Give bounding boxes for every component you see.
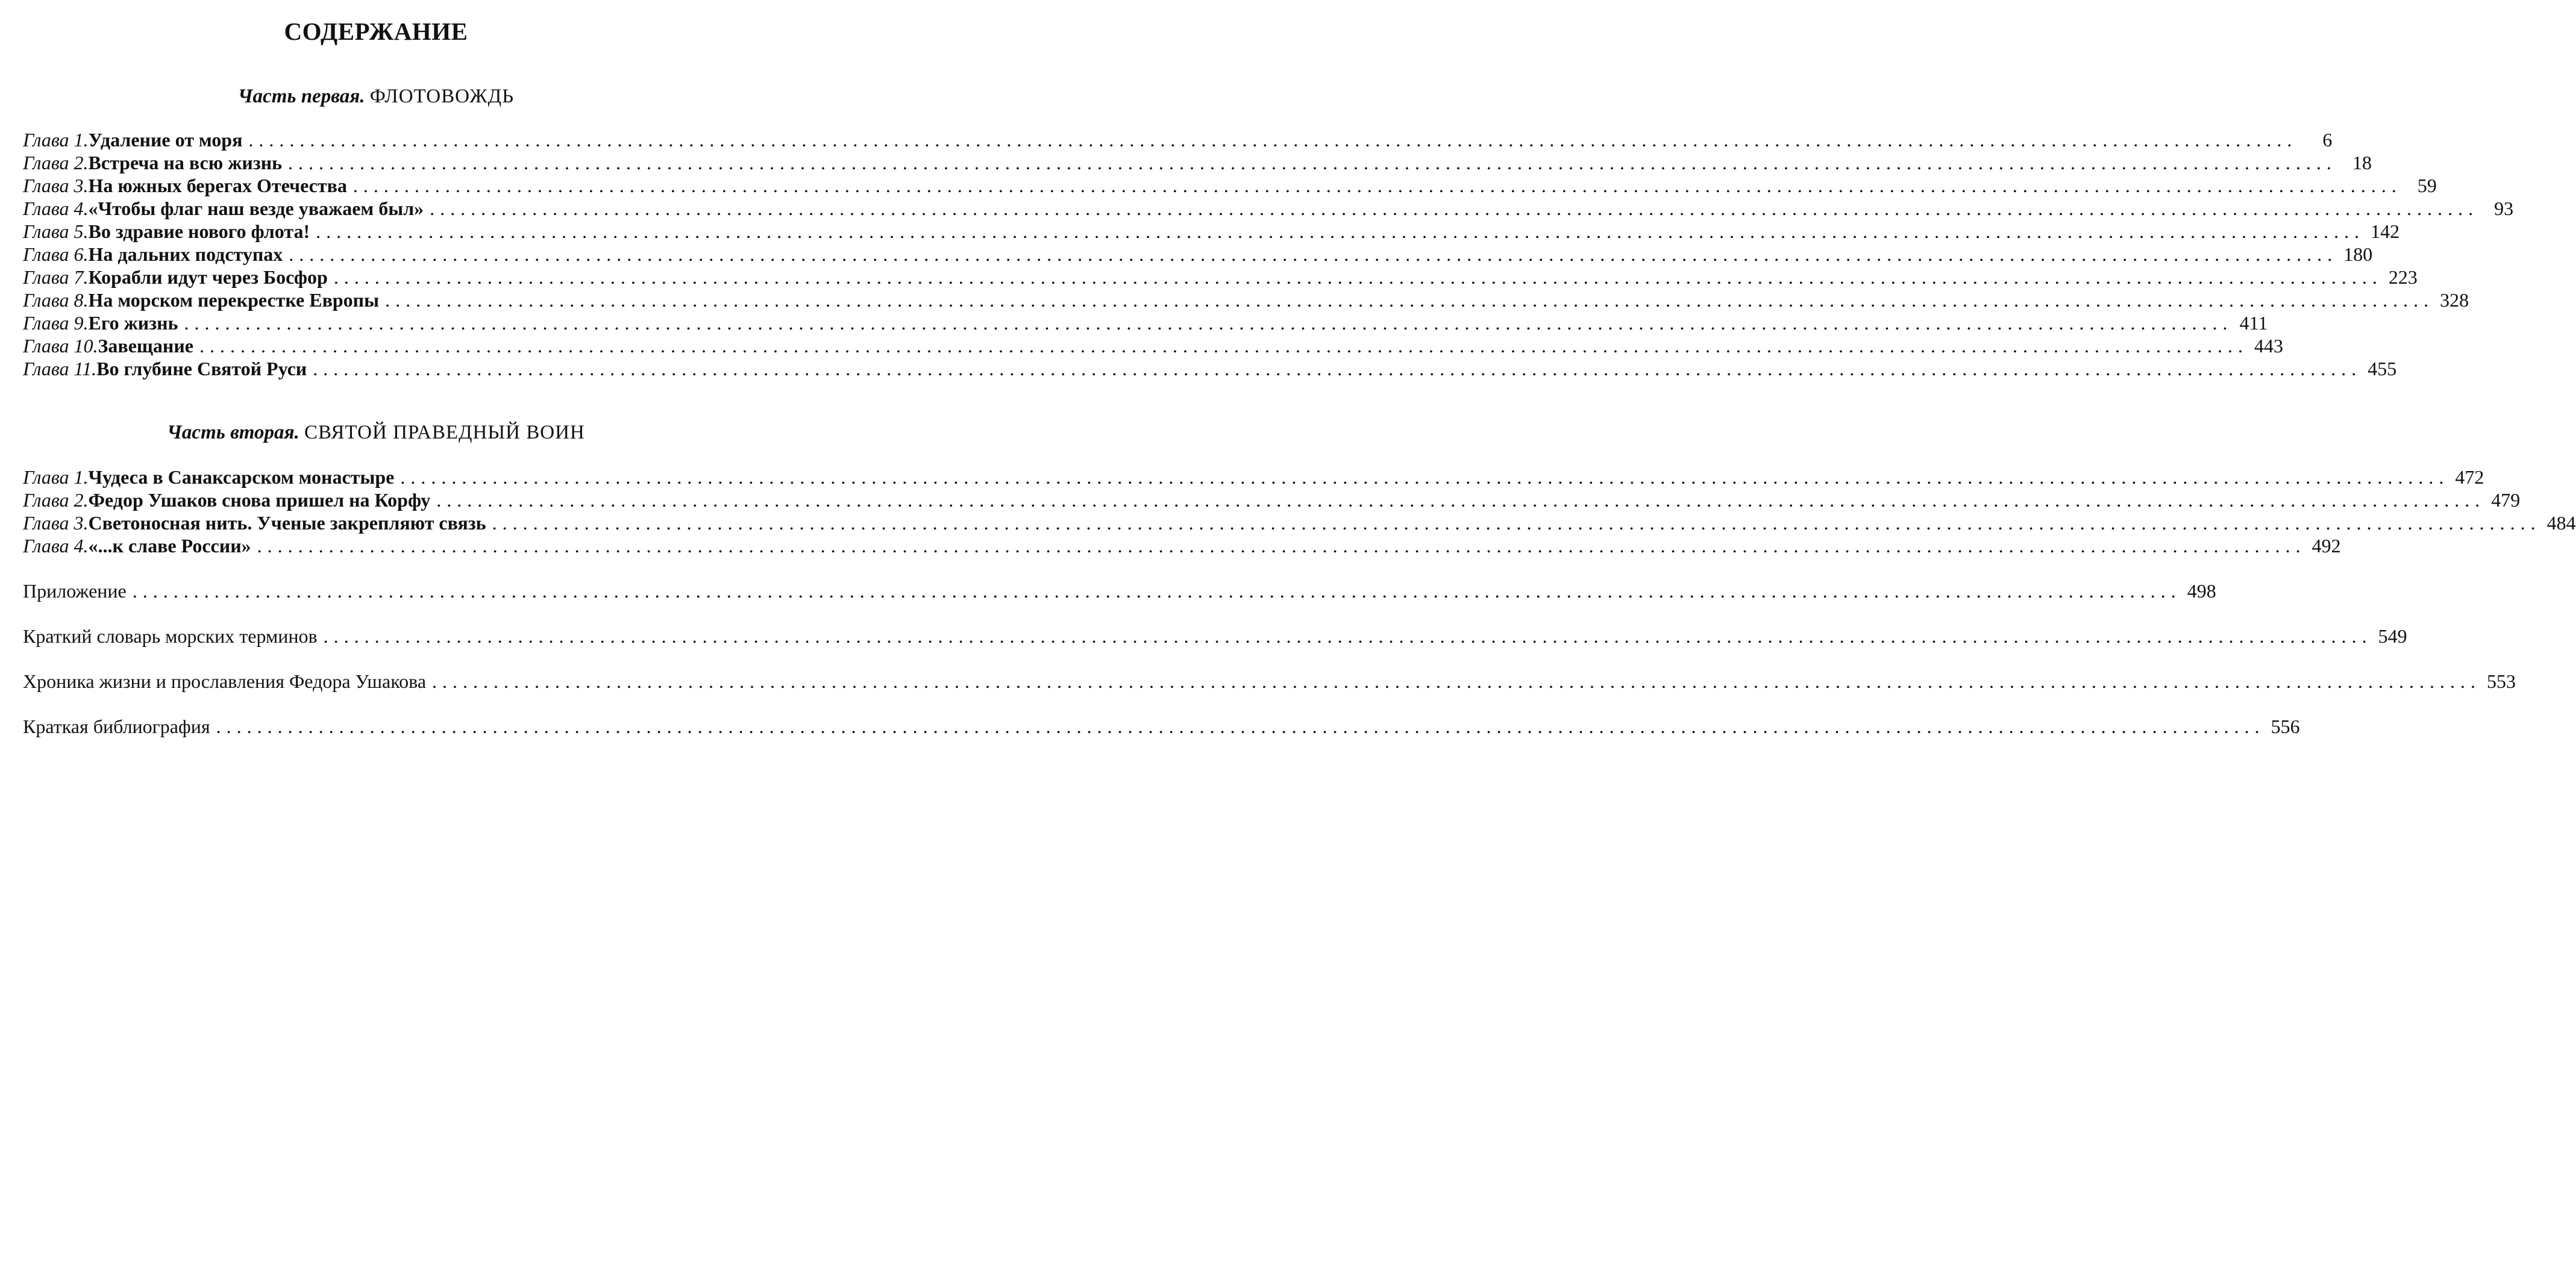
dot-leader: ........................................................................................................................................................................................................ (385, 289, 2434, 311)
dot-leader: ........................................................................................................................................................................................................ (492, 512, 2541, 534)
page-number: 556 (2270, 716, 2300, 737)
chapter-label: Глава 9. (23, 312, 89, 334)
chapter-title: Корабли идут через Босфор (88, 266, 328, 288)
page-number: 411 (2239, 312, 2268, 334)
toc-entry[interactable] (23, 579, 2216, 602)
toc-entry[interactable] (23, 670, 2516, 693)
chapter-title: Чудеса в Санаксарском монастыре (88, 466, 395, 488)
dot-leader: ........................................................................................................................................................................................................ (313, 358, 2362, 379)
glossary-entry[interactable] (23, 625, 2407, 648)
chapter-title: На дальних подступах (88, 243, 283, 265)
dot-leader: ........................................................................................................................................................................................................ (353, 175, 2402, 196)
page-title: СОДЕРЖАНИЕ (284, 17, 468, 45)
part-heading-1 (0, 84, 752, 108)
chapter-title: Во здравие нового флота! (88, 220, 310, 242)
toc-entry[interactable] (23, 715, 2300, 738)
chapter-title: Федор Ушаков снова пришел на Корфу (88, 489, 431, 511)
toc-entry[interactable] (23, 151, 2372, 174)
part-label: Часть первая. (237, 86, 365, 107)
page-number: 93 (2494, 198, 2514, 219)
page-number: 492 (2311, 535, 2341, 557)
page-number: 455 (2368, 358, 2397, 379)
chapter-label: Глава 1. (23, 129, 89, 151)
toc-entry[interactable] (23, 466, 2484, 488)
chapter-title: «Чтобы флаг наш везде уважаем был» (88, 198, 424, 219)
chapter-title: Его жизнь (88, 312, 178, 334)
entry-title: Краткая библиография (23, 716, 210, 737)
page-number: 6 (2322, 129, 2333, 151)
toc-entry[interactable] (23, 266, 2418, 289)
page-number: 180 (2343, 243, 2373, 265)
chapter-label: Глава 8. (23, 289, 89, 311)
chapter-title: На морском перекрестке Европы (88, 289, 380, 311)
chapter-title: Встреча на всю жизнь (88, 152, 283, 173)
part-title: СВЯТОЙ ПРАВЕДНЫЙ ВОИН (304, 422, 585, 443)
dot-leader: ........................................................................................................................................................................................................ (323, 625, 2372, 647)
toc-entry[interactable] (23, 357, 2397, 380)
page-number: 443 (2254, 335, 2283, 357)
chapter-label: Глава 3. (23, 175, 89, 196)
part2-chapter-list (23, 466, 2576, 557)
dot-leader: ........................................................................................................................................................................................................ (333, 266, 2383, 288)
dot-leader: ........................................................................................................................................................................................................ (436, 489, 2486, 511)
page-number: 484 (2546, 512, 2576, 534)
dot-leader: ........................................................................................................................................................................................................ (257, 535, 2306, 557)
chapter-label: Глава 1. (23, 466, 89, 488)
chapter-title: «...к славе России» (88, 535, 251, 557)
chapter-label: Глава 10. (23, 335, 98, 357)
toc-entry[interactable] (23, 289, 2469, 311)
toc-entry[interactable] (23, 488, 2521, 511)
dot-leader: ........................................................................................................................................................................................................ (184, 312, 2233, 334)
dot-leader: ........................................................................................................................................................................................................ (199, 335, 2248, 357)
chapter-label: Глава 4. (23, 535, 89, 557)
chapter-label: Глава 7. (23, 266, 89, 288)
dot-leader: ........................................................................................................................................................................................................ (216, 716, 2265, 737)
entry-title: Краткий словарь морских терминов (23, 625, 318, 647)
page-number: 142 (2371, 220, 2400, 242)
chapter-label: Глава 11. (23, 358, 97, 379)
appendix-entry[interactable] (23, 579, 2216, 602)
toc-entry[interactable] (23, 534, 2341, 557)
chapter-title: Удаление от моря (88, 129, 243, 151)
toc-entry[interactable] (23, 220, 2400, 243)
page-number: 549 (2378, 625, 2407, 647)
toc-entry[interactable] (23, 197, 2514, 220)
page-number: 18 (2352, 152, 2372, 173)
part-title: ФЛОТОВОЖДЬ (369, 86, 515, 107)
toc-entry[interactable] (23, 128, 2333, 151)
chapter-title: Завещание (98, 335, 193, 357)
dot-leader: ........................................................................................................................................................................................................ (432, 670, 2481, 692)
chapter-label: Глава 4. (23, 198, 89, 219)
chapter-label: Глава 2. (23, 489, 89, 511)
chapter-label: Глава 5. (23, 220, 89, 242)
part-heading-2 (0, 420, 752, 445)
toc-entry[interactable] (23, 174, 2437, 197)
dot-leader: ........................................................................................................................................................................................................ (248, 129, 2298, 151)
dot-leader: ........................................................................................................................................................................................................ (132, 580, 2181, 602)
page-number: 223 (2388, 266, 2418, 288)
dot-leader: ........................................................................................................................................................................................................ (316, 220, 2365, 242)
page-number: 472 (2455, 466, 2484, 488)
page-number: 498 (2187, 580, 2216, 602)
toc-entry[interactable] (23, 625, 2407, 648)
chronicle-entry[interactable] (23, 670, 2516, 693)
chapter-title: Во глубине Святой Руси (96, 358, 307, 379)
page-number: 479 (2491, 489, 2521, 511)
dot-leader: ........................................................................................................................................................................................................ (400, 466, 2449, 488)
page-number: 328 (2440, 289, 2469, 311)
dot-leader: ........................................................................................................................................................................................................ (289, 243, 2338, 265)
page-number: 59 (2417, 175, 2437, 196)
bibliography-entry[interactable] (23, 715, 2300, 738)
toc-entry[interactable] (23, 243, 2373, 266)
toc-entry[interactable] (23, 334, 2283, 357)
toc-entry[interactable] (23, 511, 2576, 534)
part1-chapter-list (23, 128, 2514, 380)
dot-leader: ........................................................................................................................................................................................................ (430, 198, 2479, 219)
chapter-title: Светоносная нить. Ученые закрепляют связь (88, 512, 486, 534)
entry-title: Хроника жизни и прославления Федора Ушакова (23, 670, 427, 692)
chapter-label: Глава 3. (23, 512, 89, 534)
toc-entry[interactable] (23, 311, 2268, 334)
dot-leader: ........................................................................................................................................................................................................ (288, 152, 2337, 173)
chapter-label: Глава 2. (23, 152, 89, 173)
entry-title: Приложение (23, 580, 127, 602)
chapter-title: На южных берегах Отечества (88, 175, 347, 196)
page-number: 553 (2487, 670, 2516, 692)
part-label: Часть вторая. (167, 422, 299, 443)
chapter-label: Глава 6. (23, 243, 89, 265)
